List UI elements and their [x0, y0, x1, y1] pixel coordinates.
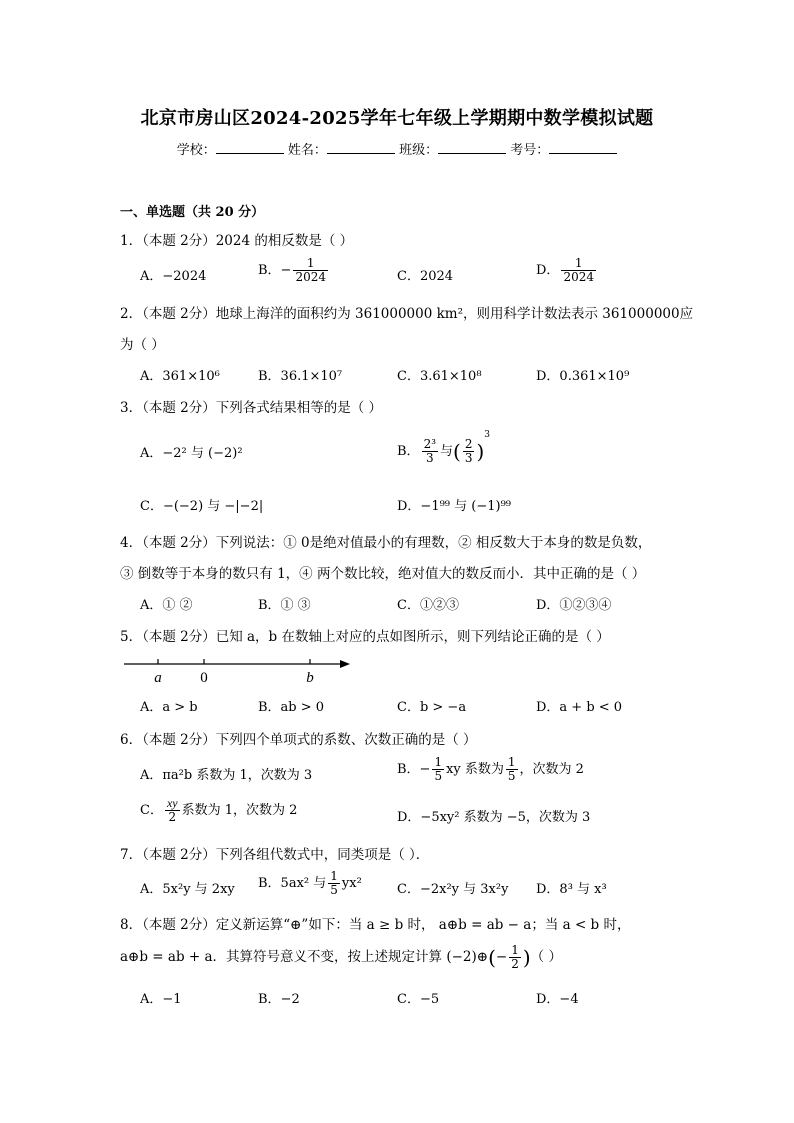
q1-option-c: C．2024: [397, 269, 454, 284]
q6-b-fraction-1: [432, 756, 444, 783]
q8-option-d: D．−4: [536, 992, 579, 1007]
q7-option-a: A．5x²y 与 2xy: [140, 882, 235, 897]
class-blank[interactable]: [438, 141, 506, 154]
q3-b-mid: 与: [440, 444, 454, 459]
q3-b-open-paren: (: [453, 439, 461, 464]
q6-option-c: [140, 797, 297, 824]
question-8-stem-line2: [120, 944, 562, 971]
q8-denominator: 2: [511, 957, 519, 972]
q3-b-exponent: 3: [484, 430, 491, 440]
q1-d-denominator: 2024: [563, 270, 594, 285]
name-label: 姓名：: [287, 143, 327, 158]
question-5-stem: 5．（本题 2分）已知 a，b 在数轴上对应的点如图所示，则下列结论正确的是（ ）: [120, 629, 610, 645]
exam-no-blank[interactable]: [549, 141, 617, 154]
page-title: 北京市房山区2024-2025学年七年级上学期期中数学模拟试题: [140, 108, 654, 129]
question-6-stem: 6．（本题 2分）下列四个单项式的系数、次数正确的是（ ）: [120, 732, 477, 748]
q7-b-numerator: 1: [330, 869, 338, 883]
q5-option-a: A．a > b: [140, 700, 198, 715]
q7-b-prefix: B．5ax² 与: [258, 876, 327, 892]
q8-option-b: B．−2: [258, 992, 300, 1007]
q6-b-tail: ，次数为 2: [519, 762, 584, 778]
q3-option-d: D．−1⁹⁹ 与 (−1)⁹⁹: [397, 499, 512, 514]
school-blank[interactable]: [216, 141, 284, 154]
q1-option-b: [258, 257, 330, 284]
q8-fraction: [509, 944, 521, 971]
q4-option-c: C．①②③: [397, 598, 459, 613]
class-label: 班级：: [399, 143, 439, 158]
q7-b-denominator: 5: [330, 883, 338, 898]
section-heading: 一、单选题（共 20 分）: [120, 205, 265, 220]
q3-option-c: C．−(−2) 与 −|−2|: [140, 499, 264, 514]
q1-d-fraction: [561, 257, 596, 284]
q7-b-fraction: [328, 870, 340, 897]
q2-option-a: A．361×10⁶: [140, 369, 220, 384]
q2-option-d: D．0.361×10⁹: [536, 369, 630, 384]
q5-option-d: D．a + b < 0: [536, 700, 623, 715]
q8-numerator: 1: [511, 943, 519, 957]
q2-option-b: B．36.1×10⁷: [258, 369, 343, 384]
q4-option-d: D．①②③④: [536, 598, 612, 613]
q7-b-tail: yx²: [341, 876, 362, 892]
q1-b-prefix: B．−: [258, 263, 292, 279]
q6-c-tail: 系数为 1，次数为 2: [181, 803, 298, 819]
q6-option-a: A．πa²b 系数为 1，次数为 3: [140, 768, 313, 783]
q6-b-denominator-2: 5: [507, 769, 516, 784]
q7-option-d: D．8³ 与 x³: [536, 882, 607, 897]
number-line-figure: [118, 652, 358, 688]
q1-b-numerator: 1: [306, 256, 315, 270]
q8-line2-prefix: a⊕b = ab + a．其算符号意义不变，按上述规定计算 (−2)⊕: [120, 949, 489, 966]
q6-b-denominator-1: 5: [434, 769, 443, 784]
q6-c-fraction: [165, 797, 180, 824]
q1-option-d: [536, 257, 598, 284]
question-4-stem-line2: ③ 倒数等于本身的数只有 1，④ 两个数比较，绝对值大的数反而小．其中正确的是（ ）: [120, 566, 646, 582]
q4-option-b: B．① ③: [258, 598, 311, 613]
q3-b-numerator-1: 2³: [423, 436, 437, 451]
q3-b-fraction-1: [422, 438, 438, 465]
q5-option-c: C．b > −a: [397, 700, 467, 715]
q6-b-fraction-2: [506, 756, 518, 783]
school-label: 学校：: [176, 143, 216, 158]
q3-option-b: [397, 430, 490, 465]
q3-option-a: A．−2² 与 (−2)²: [140, 446, 243, 461]
q4-option-a: A．① ②: [140, 598, 193, 613]
q6-b-mid: xy 系数为: [446, 762, 504, 778]
q6-c-numerator: xy: [166, 796, 178, 810]
q8-open-paren: (: [488, 945, 496, 970]
name-blank[interactable]: [327, 141, 395, 154]
q3-b-numerator-2: 2: [464, 436, 473, 451]
q1-option-a: A．−2024: [140, 269, 207, 284]
q7-option-c: C．−2x²y 与 3x²y: [397, 882, 509, 897]
question-8-stem-line1: 8．（本题 2分）定义新运算“⊕”如下：当 a ≥ b 时， a⊕b = ab − a；当 a < b 时，: [120, 917, 631, 933]
q3-b-denominator-2: 3: [464, 451, 473, 465]
q5-option-b: B．ab > 0: [258, 700, 325, 715]
q1-d-prefix: D．: [536, 263, 560, 279]
q6-b-prefix: B．−: [397, 762, 431, 778]
q2-option-c: C．3.61×10⁸: [397, 369, 482, 384]
q7-option-b: [258, 870, 362, 897]
q6-option-b: [397, 756, 584, 783]
question-2-stem-line2: 为（ ）: [120, 337, 165, 353]
question-7-stem: 7．（本题 2分）下列各组代数式中，同类项是（ ）．: [120, 847, 430, 863]
q3-b-close-paren: ): [476, 439, 485, 464]
q6-option-d: D．−5xy² 系数为 −5，次数为 3: [397, 810, 591, 825]
axis-label-zero: 0: [200, 670, 208, 686]
q8-option-a: A．−1: [140, 992, 182, 1007]
student-info-line: [0, 139, 794, 158]
exam-no-label: 考号：: [510, 143, 550, 158]
question-1-stem: 1．（本题 2分）2024 的相反数是（ ）: [120, 233, 354, 249]
q6-c-denominator: 2: [165, 810, 180, 824]
q1-d-numerator: 1: [574, 256, 583, 270]
q8-close-paren: ): [522, 945, 531, 970]
q1-b-fraction: [293, 257, 328, 284]
q6-b-numerator-2: 1: [507, 755, 516, 769]
number-line-arrow: [340, 660, 350, 668]
question-4-stem-line1: 4．（本题 2分）下列说法：① 0是绝对值最小的有理数，② 相反数大于本身的数是负数，: [120, 535, 652, 551]
axis-label-a: a: [154, 670, 162, 686]
q3-b-fraction-2: [463, 438, 475, 465]
q6-b-numerator-1: 1: [434, 755, 443, 769]
q1-b-denominator: 2024: [295, 270, 326, 285]
question-3-stem: 3．（本题 2分）下列各式结果相等的是（ ）: [120, 400, 383, 416]
q8-minus: −: [495, 949, 508, 966]
q8-option-c: C．−5: [397, 992, 440, 1007]
q3-b-prefix: B．: [397, 444, 420, 459]
q3-b-denominator-1: 3: [422, 451, 438, 465]
question-2-stem-line1: 2．（本题 2分）地球上海洋的面积约为 361000000 km²，则用科学计数法表示 361000000应: [120, 306, 694, 322]
q6-c-prefix: C．: [140, 803, 163, 819]
axis-label-b: b: [306, 670, 314, 686]
q8-line2-tail: （ ）: [530, 949, 562, 966]
